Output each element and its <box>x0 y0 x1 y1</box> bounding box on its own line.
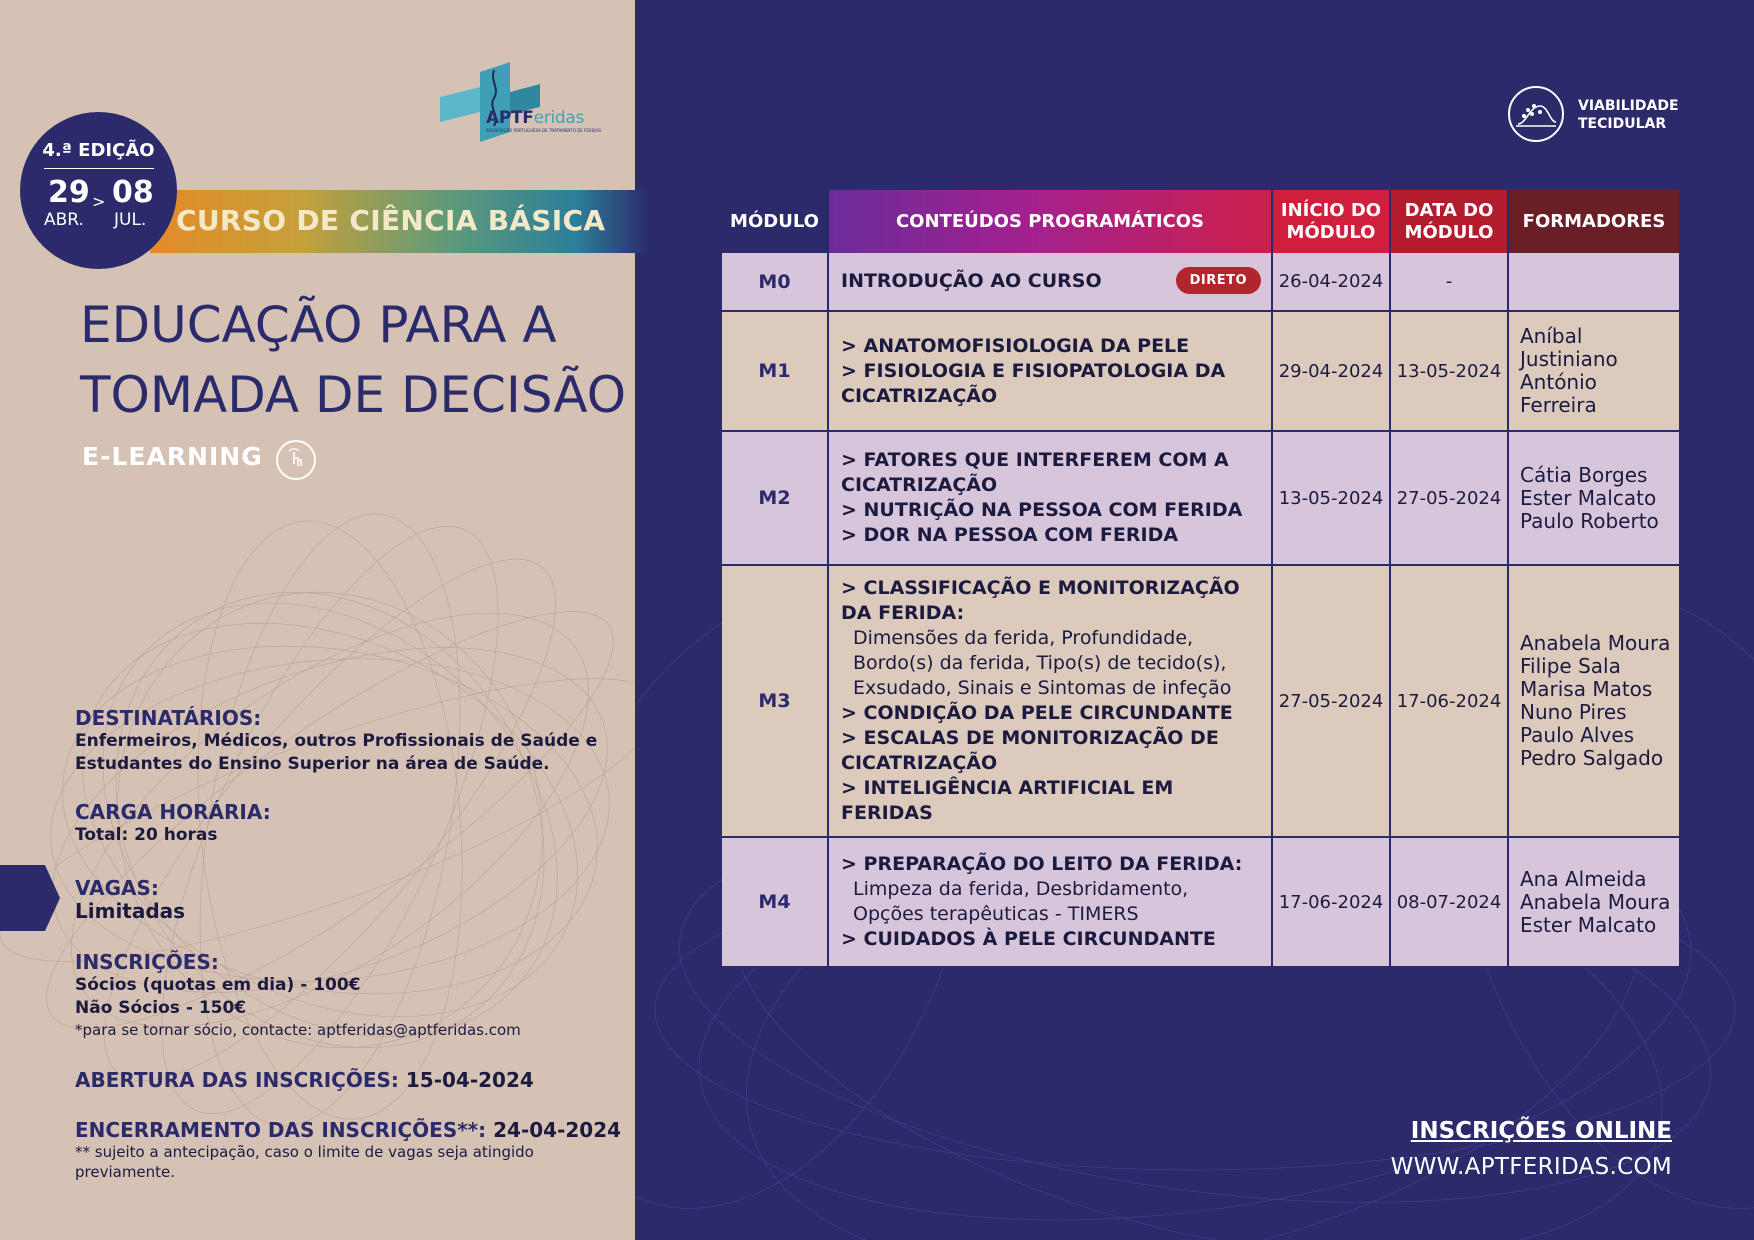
main-title-line2: TOMADA DE DECISÃO <box>80 366 627 424</box>
badge-divider <box>44 168 154 169</box>
carga-label: CARGA HORÁRIA: <box>75 800 271 824</box>
module-code: M0 <box>722 253 828 311</box>
abertura-block <box>75 1068 534 1092</box>
end-day: 08 <box>112 175 154 210</box>
module-content: > CLASSIFICAÇÃO E MONITORIZAÇÃO DA FERIDA: Dimensões da ferida, Profundidade, Bordo(s) da ferida, Tipo(s) de tecido(s), Exsudado, Sinais e Sintomas de infeção > CONDIÇÃO DA PELE CIRCUNDANTE > ESCALAS DE MONITORIZAÇÃO DE CICATRIZAÇÃO > INTELIGÊNCIA ARTIFICIAL EM FERIDAS <box>828 565 1272 837</box>
elearning-label: E-LEARNING <box>82 442 263 471</box>
date-arrow: > <box>92 192 106 211</box>
logo-subtitle: ASSOCIAÇÃO PORTUGUESA DE TRATAMENTO DE FERIDAS <box>486 128 602 133</box>
module-content: > PREPARAÇÃO DO LEITO DA FERIDA: Limpeza da ferida, Desbridamento, Opções terapêuticas - TIMERS > CUIDADOS À PELE CIRCUNDANTE <box>828 837 1272 967</box>
module-start-date: 17-06-2024 <box>1272 837 1390 967</box>
viabilidade-tecidular-icon <box>1508 86 1564 142</box>
table-row <box>722 431 1679 565</box>
left-panel <box>0 0 635 1240</box>
edition-label: 4.ª EDIÇÃO <box>42 140 155 161</box>
module-start-date: 13-05-2024 <box>1272 431 1390 565</box>
website-link[interactable]: WWW.APTFERIDAS.COM <box>1390 1154 1672 1180</box>
module-trainers: Ana Almeida Anabela Moura Ester Malcato <box>1508 837 1679 967</box>
header-inicio: INÍCIO DO MÓDULO <box>1272 190 1390 253</box>
module-trainers: Cátia Borges Ester Malcato Paulo Roberto <box>1508 431 1679 565</box>
main-title-line1: EDUCAÇÃO PARA A <box>80 296 557 354</box>
header-data: DATA DO MÓDULO <box>1390 190 1508 253</box>
carga-block <box>75 800 271 847</box>
module-end-date: 17-06-2024 <box>1390 565 1508 837</box>
nao-socios-price: Não Sócios - 150€ <box>75 998 247 1018</box>
main-title <box>80 290 626 430</box>
start-month: ABR. <box>44 210 84 230</box>
vagas-block <box>75 876 185 923</box>
module-content: INTRODUÇÃO AO CURSO DIRETO <box>828 253 1272 311</box>
header-modulo: MÓDULO <box>722 190 828 253</box>
destinatarios-block <box>75 706 597 776</box>
table-row <box>722 311 1679 431</box>
inscricoes-label: INSCRIÇÕES: <box>75 950 219 974</box>
vagas-label: VAGAS: <box>75 876 159 900</box>
module-trainers: Aníbal Justiniano António Ferreira <box>1508 311 1679 431</box>
online-registration <box>1380 1118 1672 1180</box>
module-end-date: 08-07-2024 <box>1390 837 1508 967</box>
end-month: JUL. <box>114 210 147 230</box>
module-start-date: 26-04-2024 <box>1272 253 1390 311</box>
module-start-date: 27-05-2024 <box>1272 565 1390 837</box>
program-table <box>722 190 1679 968</box>
course-title: CURSO DE CIÊNCIA BÁSICA <box>176 204 606 237</box>
encerramento-block <box>75 1118 621 1182</box>
logo-wordmark: APTFeridas <box>486 108 585 128</box>
table-header-row <box>722 190 1679 253</box>
online-registration-link[interactable]: INSCRIÇÕES ONLINE <box>1410 1118 1672 1144</box>
module-end-date: 27-05-2024 <box>1390 431 1508 565</box>
module-code: M4 <box>722 837 828 967</box>
module-start-date: 29-04-2024 <box>1272 311 1390 431</box>
table-row <box>722 253 1679 311</box>
carga-value: Total: 20 horas <box>75 825 218 845</box>
encerramento-value: 24-04-2024 <box>493 1118 622 1142</box>
module-code: M2 <box>722 431 828 565</box>
encerramento-note-line1: ** sujeito a antecipação, caso o limite de vagas seja atingido <box>75 1143 534 1161</box>
destinatarios-line1: Enfermeiros, Médicos, outros Profissionais de Saúde e <box>75 731 598 751</box>
module-content: > FATORES QUE INTERFEREM COM A CICATRIZAÇÃO > NUTRIÇÃO NA PESSOA COM FERIDA > DOR NA PESSOA COM FERIDA <box>828 431 1272 565</box>
live-badge: DIRETO <box>1176 267 1261 294</box>
table-row <box>722 565 1679 837</box>
inscricoes-block <box>75 950 521 1040</box>
module-end-date: 13-05-2024 <box>1390 311 1508 431</box>
module-end-date: - <box>1390 253 1508 311</box>
module-trainers: Anabela Moura Filipe Sala Marisa Matos Nuno Pires Paulo Alves Pedro Salgado <box>1508 565 1679 837</box>
module-trainers <box>1508 253 1679 311</box>
encerramento-label: ENCERRAMENTO DAS INSCRIÇÕES**: <box>75 1118 487 1142</box>
viabilidade-tecidular-label: VIABILIDADE TECIDULAR <box>1578 98 1679 132</box>
encerramento-note-line2: previamente. <box>75 1163 176 1181</box>
header-formadores: FORMADORES <box>1508 190 1679 253</box>
arrow-tab-decoration <box>0 865 60 931</box>
module-code: M1 <box>722 311 828 431</box>
destinatarios-line2: Estudantes do Ensino Superior na área de Saúde. <box>75 754 550 774</box>
abertura-label: ABERTURA DAS INSCRIÇÕES: <box>75 1068 399 1092</box>
module-code: M3 <box>722 565 828 837</box>
socios-price: Sócios (quotas em dia) - 100€ <box>75 975 361 995</box>
destinatarios-label: DESTINATÁRIOS: <box>75 706 262 730</box>
module-content: > ANATOMOFISIOLOGIA DA PELE > FISIOLOGIA E FISIOPATOLOGIA DA CICATRIZAÇÃO <box>828 311 1272 431</box>
socio-note: *para se tornar sócio, contacte: aptferidas@aptferidas.com <box>75 1021 521 1039</box>
start-day: 29 <box>48 175 90 210</box>
header-conteudos: CONTEÚDOS PROGRAMÁTICOS <box>828 190 1272 253</box>
edition-badge <box>20 112 177 269</box>
abertura-value: 15-04-2024 <box>405 1068 534 1092</box>
table-row <box>722 837 1679 967</box>
touch-icon <box>276 440 316 480</box>
vagas-value: Limitadas <box>75 899 186 923</box>
